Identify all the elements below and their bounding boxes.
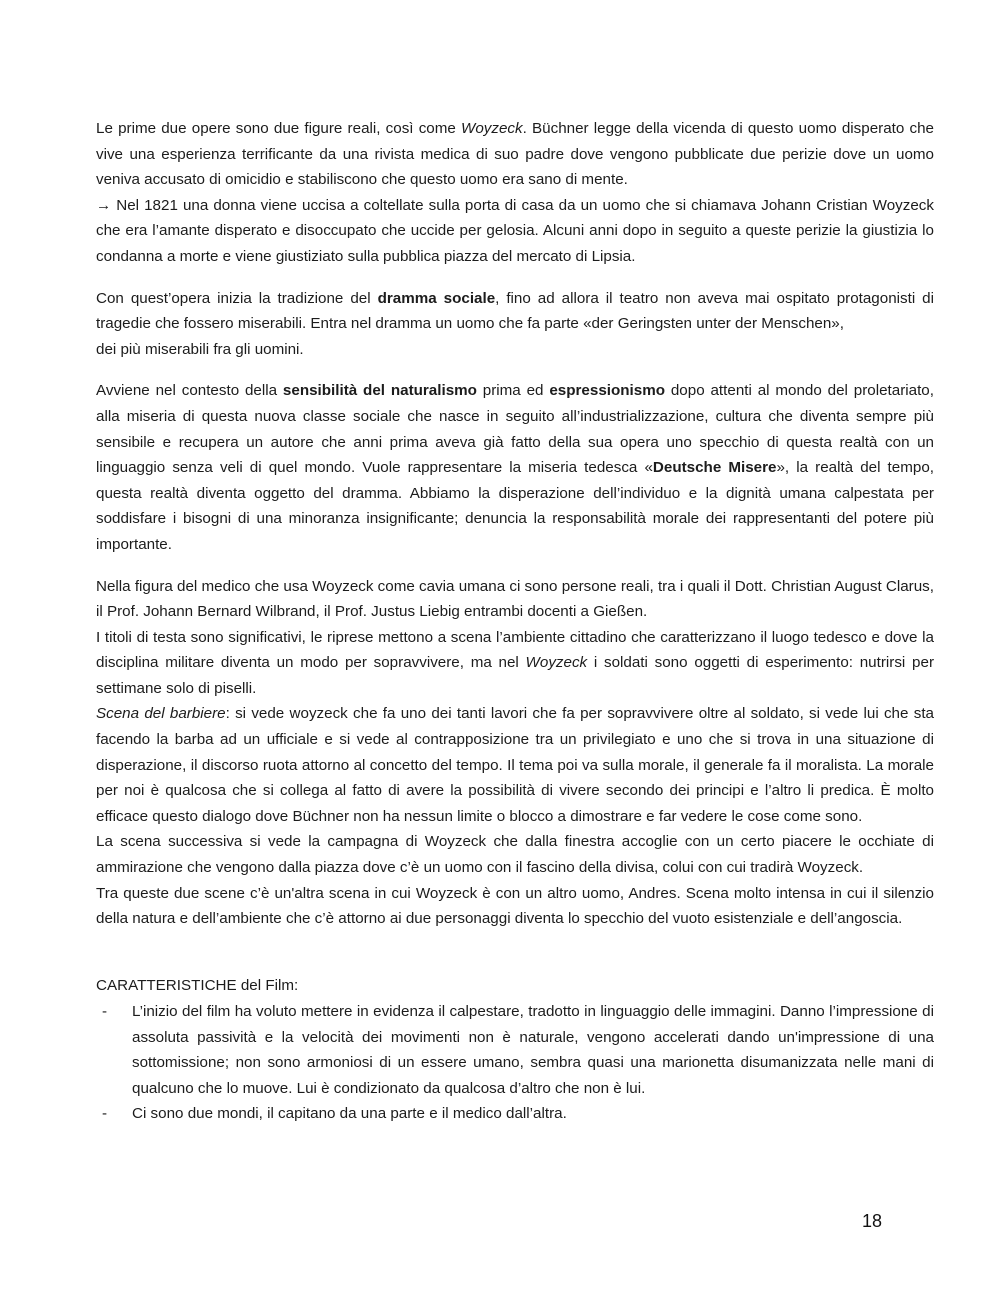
text-run-andres-scene: Tra queste due scene c’è un'altra scena in cui Woyzeck è con un altro uomo, Andres. Scena molto intensa in cui il silenzio della natura e dell’ambiente che c’è attorno ai due personaggi diventa lo specchio del vuoto esistenziale e dell’angoscia.: [96, 884, 934, 928]
text-run: dopo attenti al mondo del proletariato, alla miseria di questa nuova classe sociale che nasce in seguito all’industrializzazione, cultura che diventa sempre più sensibile e recupera un autore che anni prima aveva già fatto della sua opera uno specchio di questa realtà con un linguaggio senza veli di quel mondo. Vuole rappresentare la miseria tedesca «: [96, 382, 934, 477]
bold-term-naturalismo: sensibilità del naturalismo: [282, 382, 477, 400]
italic-title-woyzeck: Woyzeck: [525, 654, 588, 672]
bold-term-deutsche-misere: Deutsche Misere: [652, 459, 777, 477]
section-heading-caratteristiche: CARATTERISTICHE del Film:: [96, 977, 299, 995]
text-run: i soldati sono oggetti di esperimento: nutrirsi per settimane solo di piselli.: [96, 654, 934, 697]
blank-line: [96, 948, 934, 974]
page-body: [96, 116, 934, 1127]
paragraph-woyzeck-origins: [96, 116, 934, 270]
paragraph-naturalismo: [96, 378, 934, 557]
page-number: 18: [862, 1211, 883, 1231]
text-run: », la realtà del tempo, questa realtà diventa oggetto del dramma. Abbiamo la disperazione dell’individuo e la dignità umana calpestata per soddisfare i bisogni di una minoranza insignificante; denuncia la responsabilità morale dei rappresentanti del potere più importante.: [96, 459, 934, 553]
caratteristiche-list: [96, 999, 934, 1127]
text-run: : si vede woyzeck che fa uno dei tanti lavori che fa per sopravvivere oltre al soldato, si vede lui che sta facendo la barba ad un ufficiale e si vede al contrapposizione tra un privilegiato e uno che si trova in una situazione di disperazione, il discorso ruota attorno al concetto del tempo. Il tema poi va sulla morale, il generale fa il moralista. La morale per noi è qualcosa che si collega al fatto di avere la possibilità di vivere secondo dei principi e l’altro li predica. È molto efficace questo dialogo dove Büchner non ha nessun limite o blocco a dimostrare e far vedere le cose come sono.: [96, 705, 934, 825]
text-run-scena-successiva: La scena successiva si vede la campagna di Woyzeck che dalla finestra accoglie con un certo piacere le occhiate di ammirazione che vengono dalla piazza dove c’è un uomo con il fascino della divisa, colui con cui tradirà Woyzeck.: [96, 833, 934, 877]
text-run: Con quest’opera inizia la tradizione del: [96, 289, 378, 307]
text-run: Avviene nel contesto della: [96, 382, 283, 400]
bullet-dash: -: [102, 1003, 108, 1020]
paragraph-medico-scene: [96, 574, 934, 932]
text-run-medico: Nella figura del medico che usa Woyzeck come cavia umana ci sono persone reali, tra i quali il Dott. Christian August Clarus, il Prof. Johann Bernard Wilbrand, il Prof. Justus Liebig entrambi docenti a Gießen.: [96, 577, 934, 621]
text-run: , fino ad allora il teatro non aveva mai ospitato protagonisti di tragedie che fossero miserabili. Entra nel dramma un uomo che fa parte «der Geringsten unter der Menschen»,: [96, 289, 934, 333]
list-item: [96, 999, 934, 1101]
list-item-text: Ci sono due mondi, il capitano da una parte e il medico dall’altra.: [132, 1105, 567, 1123]
italic-title-woyzeck: Woyzeck: [461, 120, 523, 137]
paragraph-dramma-sociale: [96, 286, 934, 363]
bold-term-espressionismo: espressionismo: [549, 382, 665, 400]
list-item-text: L’inizio del film ha voluto mettere in evidenza il calpestare, tradotto in linguaggio delle immagini. Danno l’impressione di assoluta passività e la velocità dei movimenti non è naturale, vengono accelerati dando un'impressione di una sottomissione; non sono armoniosi di un essere umano, sembra quasi una marionetta disumanizzata nelle mani di qualcuno che lo muove. Lui è condizionato da qualcosa d’altro che non è lui.: [132, 1003, 934, 1097]
text-run: . Büchner legge della vicenda di questo uomo disperato che vive una esperienza terrificante da una rivista medica di suo padre dove vengono pubblicate due perizie dove un uomo veniva accusato di omicidio e stabiliscono che questo uomo era sano di mente.: [96, 120, 934, 189]
text-run: Le prime due opere sono due figure reali, così come: [96, 120, 462, 137]
text-run-1821-murder: → Nel 1821 una donna viene uccisa a coltellate sulla porta di casa da un uomo che si chiamava Johann Cristian Woyzeck che era l’amante disperato e disoccupato che uccide per gelosia. Alcuni anni dopo in seguito a queste perizie la giustizia lo condanna a morte e viene giustiziato sulla pubblica piazza del mercato di Lipsia.: [96, 196, 934, 265]
list-item: [96, 1101, 934, 1127]
bold-term-dramma-sociale: dramma sociale: [377, 289, 496, 307]
italic-scene-barbiere: Scena del barbiere: [96, 705, 226, 723]
text-run: I titoli di testa sono significativi, le riprese mettono a scena l’ambiente cittadino che caratterizzano il luogo tedesco e dove la disciplina militare diventa un modo per sopravvivere, ma nel: [96, 628, 934, 672]
text-run: prima ed: [476, 382, 550, 400]
bullet-dash: -: [102, 1105, 108, 1123]
text-run: dei più miserabili fra gli uomini.: [96, 340, 304, 358]
